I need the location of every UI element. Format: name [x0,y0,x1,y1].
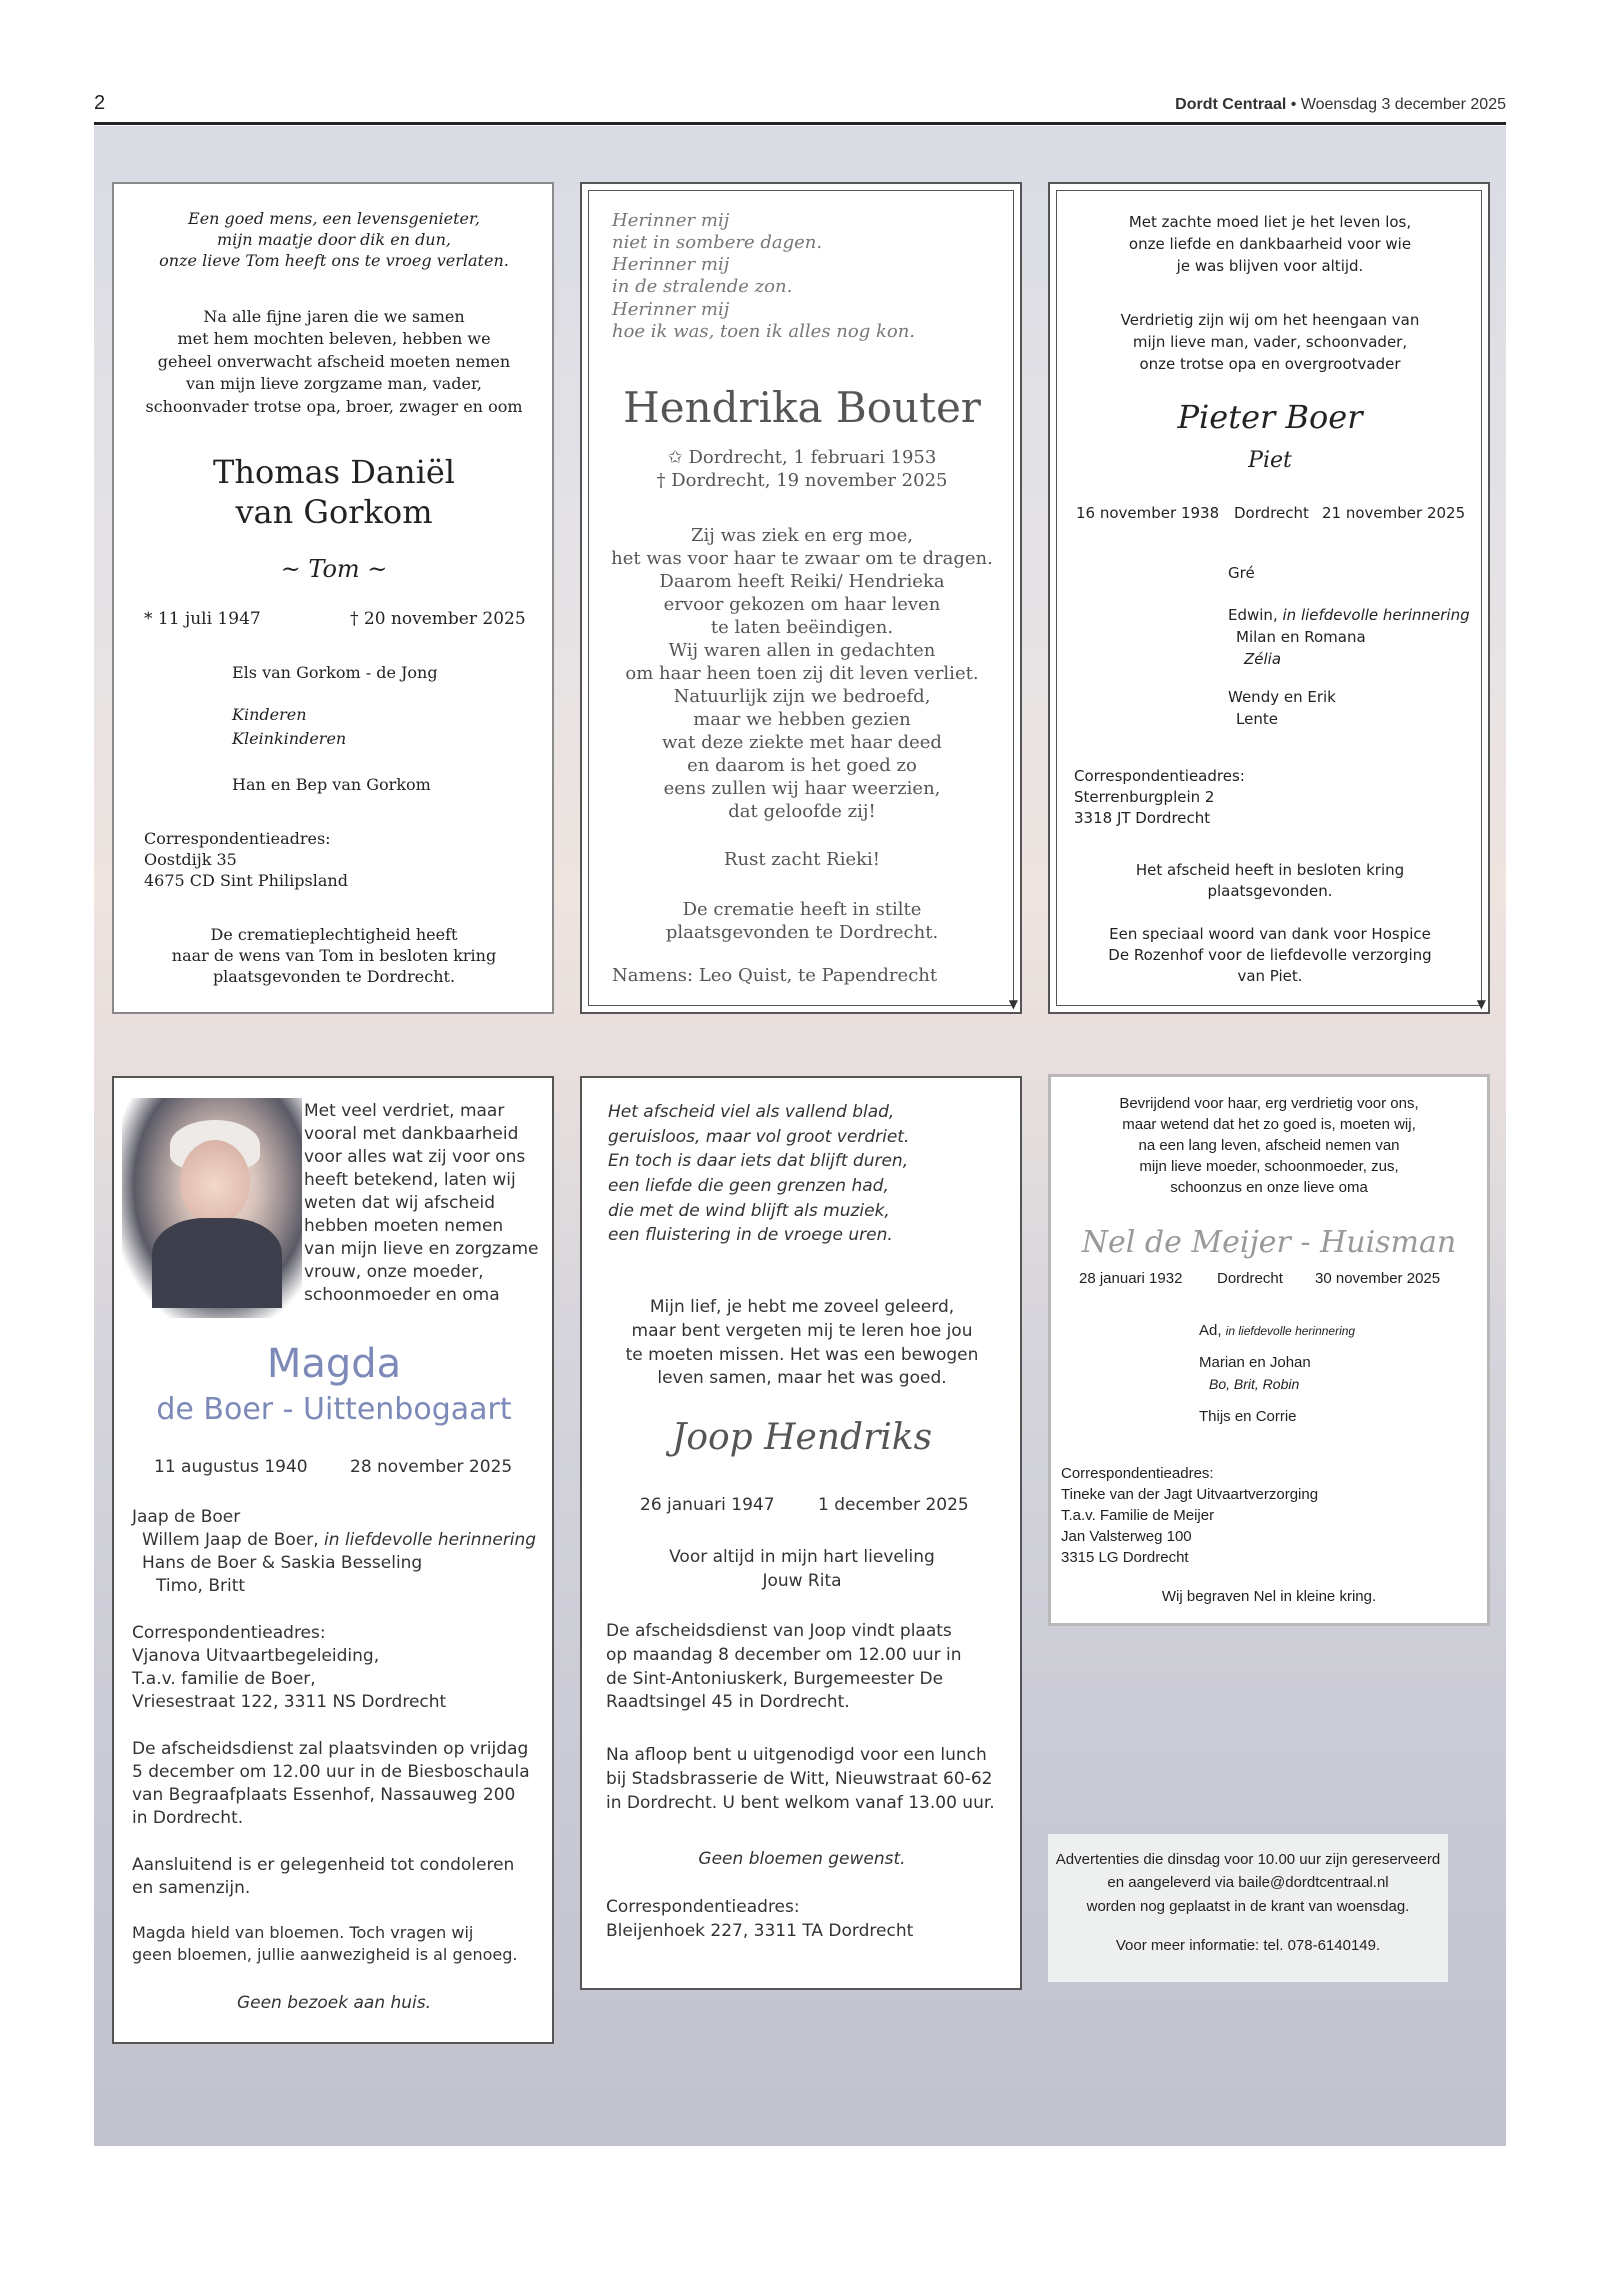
poem-line: die met de wind blijft als muziek, [608,1200,890,1221]
text-line: Wij waren allen in gedachten [668,640,936,662]
poem-line: hoe ik was, toen ik alles nog kon. [612,320,916,342]
corr-line: T.a.v. Familie de Meijer [1061,1507,1215,1524]
pieter-child2-sub: Lente [1236,710,1278,728]
poem-line: Herinner mij [612,210,730,231]
poem-line: En toch is daar iets dat blijft duren, [608,1151,909,1172]
magda-first-name: Magda [266,1341,402,1387]
poem-line: Een goed mens, een levensgenieter, [188,209,480,228]
corr-line: T.a.v. familie de Boer, [132,1668,316,1689]
poem-line: geruisloos, maar vol groot verdriet. [608,1126,910,1147]
corr-address: Bleijenhoek 227, 3311 TA Dordrecht [606,1920,914,1941]
service-line: op maandag 8 december om 12.00 uur in [606,1644,962,1665]
magda-intro [304,1100,538,1306]
pieter-child1-sub: Milan en Romana [1236,628,1366,646]
magda-last-name: de Boer - Uittenbogaart [156,1392,512,1427]
service-line: 5 december om 12.00 uur in de Biesboschaula [132,1761,530,1782]
text-line: en daarom is het goed zo [687,755,917,777]
intro-line: Bevrijdend voor haar, erg verdrietig voor ons, [1119,1095,1419,1112]
pieter-poem [1050,212,1490,277]
grandchildren: Timo, Britt [156,1575,246,1596]
joop-service [606,1620,962,1715]
poem-line: Met zachte moed liet je het leven los, [1128,213,1412,231]
service-line: de Sint-Antoniuskerk, Burgemeester De [606,1668,944,1689]
hendrika-name: Hendrika Bouter [623,383,981,432]
obituary-magda-de-boer [112,1076,554,2044]
hendrika-signed: Namens: Leo Quist, te Papendrecht [612,965,938,986]
pieter-correspondence [1074,766,1245,829]
magda-visit: Geen bezoek aan huis. [236,1993,432,2013]
publication-name: Dordt Centraal [1175,96,1287,113]
joop-died: 1 december 2025 [818,1495,969,1515]
advertising-notice [1048,1834,1448,1982]
intro-line: mijn lieve man, vader, schoonvader, [1132,332,1408,351]
joop-love [582,1546,1022,1594]
obituary-pieter-boer [1048,182,1490,1014]
thanks-line: Een speciaal woord van dank voor Hospice [1109,925,1431,943]
magda-family [132,1506,536,1598]
poem-line: een liefde die geen grenzen had, [608,1175,889,1196]
intro-line: na een lang leven, afscheid nemen van [1138,1137,1400,1154]
pieter-child1 [1228,606,1470,626]
closing-line: plaatsgevonden te Dordrecht. [212,967,456,987]
child-name: Edwin, [1228,606,1278,624]
joop-flowers: Geen bloemen gewenst. [698,1849,906,1869]
spouse: Jaap de Boer [132,1507,241,1527]
farewell-line: plaatsgevonden. [1207,882,1333,900]
text-line: te laten beëindigen. [710,617,894,639]
lunch-line: Na afloop bent u uitgenodigd voor een lunch [606,1745,987,1765]
magda-flowers [132,1922,517,1965]
hendrika-born: ✩ Dordrecht, 1 februari 1953 [667,447,937,468]
intro-line: Mijn lief, je hebt me zoveel geleerd, [649,1297,955,1317]
nel-died: 30 november 2025 [1315,1270,1441,1287]
spouse-name: Ad, [1199,1322,1222,1339]
intro-line: schoonvader trotse opa, broer, zwager en oom [145,396,523,416]
intro-line: te moeten missen. Het was een bewogen [625,1344,979,1365]
hendrika-poem [612,210,915,343]
nel-spouse [1199,1321,1355,1341]
nel-child1: Marian en Johan [1199,1354,1311,1371]
portrait-photo [122,1098,302,1318]
nel-place: Dordrecht [1217,1270,1283,1287]
poem-line: mijn maatje door dik en dun, [216,230,451,250]
tom-spouse: Els van Gorkom - de Jong [232,663,438,682]
poem-line: een fluistering in de vroege uren. [608,1225,893,1246]
tom-correspondence [144,828,348,891]
tom-born: * 11 juli 1947 [144,609,261,629]
service-line: Raadtsingel 45 in Dordrecht. [606,1692,850,1713]
love-line: Voor altijd in mijn hart lieveling [669,1547,935,1567]
intro-line: voor alles wat zij voor ons [304,1146,526,1167]
cremation-line: De crematie heeft in stilte [682,899,922,920]
corr-label: Correspondentieadres: [606,1897,800,1917]
nel-child2: Thijs en Corrie [1199,1408,1297,1425]
corr-city: 3318 JT Dordrecht [1074,809,1211,827]
intro-line: maar bent vergeten mij te leren hoe jou [631,1320,973,1341]
nel-correspondence [1061,1463,1318,1568]
thanks-line: van Piet. [1237,967,1303,985]
magda-condolence [132,1854,514,1900]
spouse-note: in liefdevolle herinnering [1225,1324,1356,1338]
thanks-line: De Rozenhof voor de liefdevolle verzorging [1108,946,1432,964]
love-line: Jouw Rita [762,1570,842,1591]
pieter-thanks [1050,924,1490,987]
intro-line: schoonzus en onze lieve oma [1170,1179,1368,1196]
corr-line: 3315 LG Dordrecht [1061,1549,1189,1566]
service-line: De afscheidsdienst zal plaatsvinden op vrijdag [132,1739,529,1759]
joop-intro [582,1296,1022,1391]
poem-line: onze lieve Tom heeft ons te vroeg verlaten. [159,251,509,271]
intro-line: Na alle fijne jaren die we samen [203,307,465,326]
obituary-nel-de-meijer [1048,1074,1490,1626]
poem-line: Herinner mij [612,298,730,320]
obituary-tom-van-gorkom [112,182,554,1014]
joop-lunch [606,1744,995,1815]
text-line: ervoor gekozen om haar leven [663,594,941,616]
text-line: wat deze ziekte met haar deed [662,732,942,754]
notice-line: en aangeleverd via baile@dordtcentraal.nl [1107,1874,1389,1892]
service-line: van Begraafplaats Essenhof, Nassauweg 200 [132,1784,516,1805]
condolence-line: en samenzijn. [132,1877,251,1898]
notice-line: worden nog geplaatst in de krant van woensdag. [1086,1897,1410,1915]
poem-line: je was blijven voor altijd. [1176,256,1364,275]
tom-nickname: ~ Tom ~ [280,555,388,583]
nel-intro [1051,1093,1487,1198]
poem-line: niet in sombere dagen. [612,232,823,254]
portrait-body [152,1218,282,1308]
intro-line: vooral met dankbaarheid [304,1123,519,1144]
tom-grandchildren: Kleinkinderen [232,729,347,748]
joop-born: 26 januari 1947 [640,1495,775,1515]
pieter-intro [1050,310,1490,375]
notice-info: Voor meer informatie: tel. 078-6140149. [1115,1936,1381,1954]
intro-line: weten dat wij afscheid [304,1192,496,1213]
name-line: Thomas Daniël [213,453,455,491]
intro-line: van mijn lieve en zorgzame [304,1238,539,1259]
corr-line: Vjanova Uitvaartbegeleiding, [132,1645,380,1666]
corr-line: Jan Valsterweg 100 [1061,1528,1192,1545]
tom-name [114,452,554,532]
child1-note: in liefdevolle herinnering [324,1529,537,1550]
flowers-line: geen bloemen, jullie aanwezigheid is al genoeg. [132,1944,518,1964]
header-rule [94,122,1506,125]
flowers-line: Magda hield van bloemen. Toch vragen wij [132,1923,474,1942]
continue-arrow-icon: ▼ [1476,997,1486,1011]
intro-line: onze trotse opa en overgrootvader [1139,354,1401,373]
text-line: Daarom heeft Reiki/ Hendrieka [659,571,945,593]
corr-line: Vriesestraat 122, 3311 NS Dordrecht [132,1691,447,1712]
intro-line: mijn lieve moeder, schoonmoeder, zus, [1139,1158,1399,1175]
lunch-line: in Dordrecht. U bent welkom vanaf 13.00 uur. [606,1792,995,1813]
intro-line: schoonmoeder en oma [304,1284,500,1305]
cremation-line: plaatsgevonden te Dordrecht. [665,922,939,944]
corr-street: Sterrenburgplein 2 [1074,788,1215,806]
tom-siblings: Han en Bep van Gorkom [232,775,431,794]
tom-intro [114,306,554,418]
hendrika-dates [582,446,1022,493]
nel-born: 28 januari 1932 [1079,1270,1183,1287]
continue-arrow-icon: ▼ [1008,997,1018,1011]
pieter-died: 21 november 2025 [1322,504,1466,522]
hendrika-died: † Dordrecht, 19 november 2025 [656,470,948,492]
corr-line: Correspondentieadres: [132,1623,326,1643]
intro-line: met hem mochten beleven, hebben we [177,329,491,349]
hendrika-rest: Rust zacht Rieki! [723,849,881,870]
magda-service [132,1738,530,1830]
service-line: De afscheidsdienst van Joop vindt plaats [606,1621,952,1641]
text-line: Natuurlijk zijn we bedroefd, [673,686,931,708]
pieter-farewell [1050,860,1490,902]
page-number: 2 [94,92,106,114]
masthead [1175,96,1506,114]
tom-died: † 20 november 2025 [350,609,526,629]
closing-line: naar de wens van Tom in besloten kring [171,946,497,966]
joop-name: Joop Hendriks [671,1417,933,1458]
issue-date: Woensdag 3 december 2025 [1300,96,1506,113]
text-line: eens zullen wij haar weerzien, [663,778,941,800]
text-line: om haar heen toen zij dit leven verliet. [625,663,979,685]
corr-street: Oostdijk 35 [144,850,237,870]
corr-label: Correspondentieadres: [1074,767,1245,785]
hendrika-text [582,524,1022,823]
notice-line: Advertenties die dinsdag voor 10.00 uur zijn gereserveerd [1055,1851,1441,1868]
joop-correspondence [606,1896,913,1944]
poem-line: Herinner mij [612,254,730,276]
magda-correspondence [132,1622,446,1714]
lunch-line: bij Stadsbrasserie de Witt, Nieuwstraat 60-62 [606,1768,993,1789]
hendrika-cremation [582,898,1022,944]
closing-line: De crematieplechtigheid heeft [210,925,458,944]
intro-line: Verdrietig zijn wij om het heengaan van [1120,311,1420,329]
intro-line: Met veel verdriet, maar [304,1101,505,1121]
intro-line: van mijn lieve zorgzame man, vader, [185,374,482,394]
poem-line: onze liefde en dankbaarheid voor wie [1128,234,1412,253]
pieter-born: 16 november 1938 [1076,504,1220,522]
tom-poem [114,208,554,271]
pieter-child2: Wendy en Erik [1228,688,1336,706]
magda-died: 28 november 2025 [350,1457,513,1477]
child-note: in liefdevolle herinnering [1282,606,1470,624]
service-line: in Dordrecht. [132,1807,244,1828]
nel-name: Nel de Meijer - Huisman [1081,1225,1457,1260]
child1-name: Willem Jaap de Boer, [142,1529,319,1550]
nel-grand1: Bo, Brit, Robin [1209,1376,1300,1392]
magda-born: 11 augustus 1940 [154,1457,308,1477]
corr-city: 4675 CD Sint Philipsland [144,871,348,891]
intro-line: maar wetend dat het zo goed is, moeten wij, [1122,1116,1416,1133]
separator: • [1290,96,1297,113]
intro-line: leven samen, maar het was goed. [657,1368,947,1389]
pieter-place: Dordrecht [1234,504,1309,522]
farewell-line: Het afscheid heeft in besloten kring [1135,861,1405,879]
pieter-nickname: Piet [1248,448,1292,473]
intro-line: vrouw, onze moeder, [304,1261,484,1282]
name-line: van Gorkom [235,493,433,531]
poem-line: Het afscheid viel als vallend blad, [608,1102,895,1122]
tom-closing [114,924,554,987]
poem-line: in de stralende zon. [612,276,793,298]
portrait-face [180,1140,250,1224]
text-line: maar we hebben gezien [693,709,911,731]
pieter-child1-grand: Zélia [1244,650,1282,668]
corr-label: Correspondentieadres: [144,829,331,848]
intro-line: hebben moeten nemen [304,1215,504,1236]
text-line: het was voor haar te zwaar om te dragen. [611,548,993,570]
child2: Hans de Boer & Saskia Besseling [142,1552,423,1573]
nel-closing: Wij begraven Nel in kleine kring. [1161,1588,1377,1605]
corr-line: Correspondentieadres: [1061,1465,1214,1482]
intro-line: geheel onverwacht afscheid moeten nemen [157,351,511,371]
obituary-joop-hendriks [580,1076,1022,1990]
pieter-spouse: Gré [1228,564,1255,582]
pieter-name: Pieter Boer [1177,398,1363,436]
obituary-hendrika-bouter [580,182,1022,1014]
condolence-line: Aansluitend is er gelegenheid tot condoleren [132,1855,515,1875]
joop-poem [608,1100,909,1248]
text-line: Zij was ziek en erg moe, [691,525,913,546]
corr-line: Tineke van der Jagt Uitvaartverzorging [1061,1486,1319,1503]
intro-line: heeft betekend, laten wij [304,1169,516,1190]
tom-children: Kinderen [232,705,307,724]
child1 [132,1529,536,1552]
text-line: dat geloofde zij! [728,801,876,823]
